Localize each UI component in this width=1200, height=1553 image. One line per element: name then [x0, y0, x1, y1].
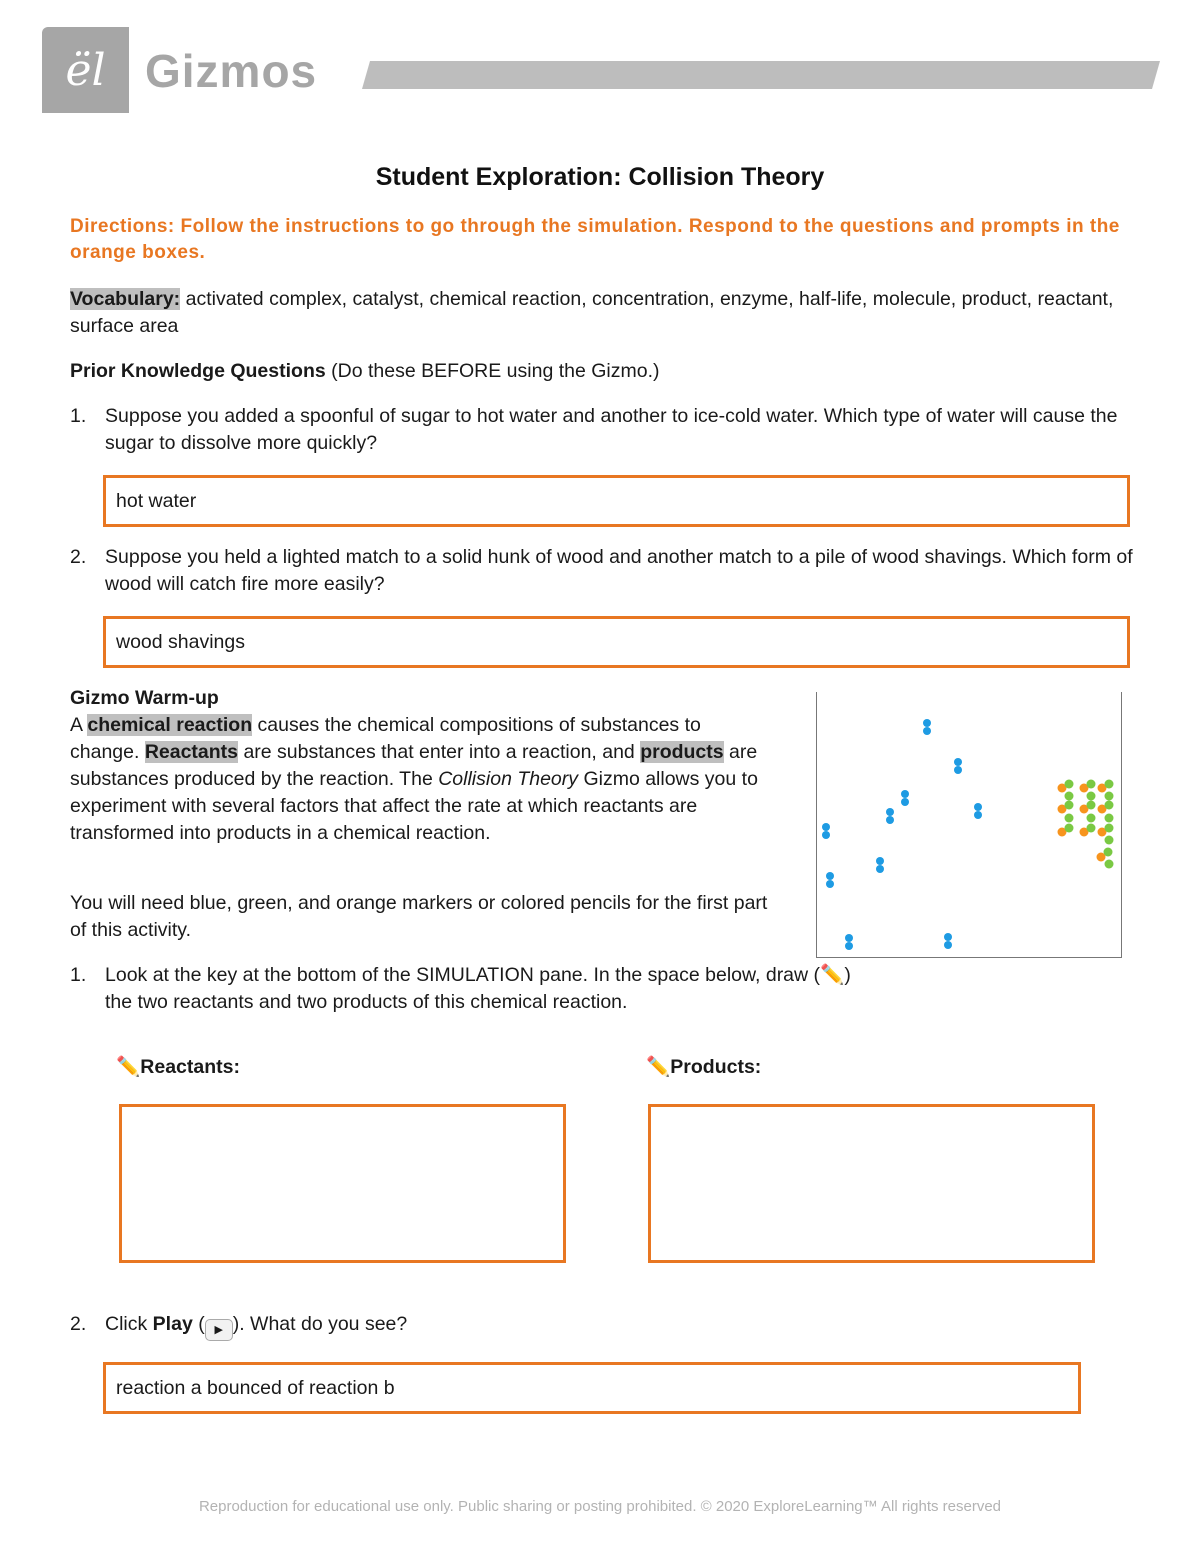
- text: Look at the key at the bottom of the SIMULATION pane. In the space below, draw (: [105, 964, 821, 986]
- text: Gizmo allows you to experiment with several factors that affect the rate at which reactants are transformed into products in a chemical reaction.: [70, 768, 758, 844]
- warmup-materials: You will need blue, green, and orange markers or colored pencils for the first part of this activity.: [70, 892, 768, 941]
- pencil-icon: ✏️: [116, 1056, 141, 1078]
- simulation-image: [816, 692, 1122, 958]
- reactants-label: [116, 1055, 240, 1079]
- warmup-paragraph: [70, 712, 760, 847]
- text: ) the two reactants and two products of this chemical reaction.: [105, 964, 851, 1013]
- text: Products:: [670, 1056, 762, 1078]
- pencil-icon: ✏️: [646, 1056, 671, 1078]
- blue-molecules: [822, 719, 982, 950]
- warmup-heading: Gizmo Warm-up: [70, 687, 219, 709]
- pencil-icon: ✏️: [820, 964, 845, 986]
- term-reactants: Reactants: [144, 741, 239, 763]
- question-number: 2.: [70, 546, 87, 568]
- text: A: [70, 714, 88, 736]
- molecules: [817, 692, 1123, 958]
- answer-box-wood-shavings[interactable]: wood shavings: [103, 616, 1130, 668]
- question-text: Suppose you added a spoonful of sugar to hot water and another to ice-cold water. Which type of water will cause the sugar to dissolve more quickly?: [105, 405, 1118, 454]
- vocabulary-label: Vocabulary:: [70, 288, 181, 310]
- answer-box-play[interactable]: reaction a bounced of reaction b: [103, 1362, 1081, 1414]
- question-text: Suppose you held a lighted match to a solid hunk of wood and another match to a pile of wood shavings. Which form of wood will catch fire more easily?: [105, 546, 1133, 595]
- text: Click: [105, 1313, 153, 1335]
- text: (: [192, 1313, 205, 1335]
- answer-box-hot-water[interactable]: hot water: [103, 475, 1130, 527]
- text: are substances that enter into a reaction, and: [238, 741, 641, 763]
- text: causes the chemical compositions of substances to change.: [70, 714, 701, 763]
- reactants-draw-box[interactable]: [119, 1104, 566, 1263]
- text: are substances produced by the reaction. The: [70, 741, 758, 790]
- prior-heading-text: Prior Knowledge Questions: [70, 360, 326, 382]
- logo-text: ël: [65, 44, 106, 96]
- prior-note: (Do these BEFORE using the Gizmo.): [331, 360, 660, 382]
- explorelearning-logo: [42, 27, 129, 113]
- vocabulary-terms: activated complex, catalyst, chemical reaction, concentration, enzyme, half-life, molecule, product, reactant, surface area: [70, 288, 1114, 337]
- play-icon: ▶: [205, 1319, 233, 1341]
- text: ). What do you see?: [232, 1313, 408, 1335]
- play-label: Play: [152, 1313, 193, 1335]
- products-draw-box[interactable]: [648, 1104, 1095, 1263]
- question-number: 2.: [70, 1313, 87, 1335]
- gizmo-name: Collision Theory: [438, 768, 579, 790]
- term-chemical-reaction: chemical reaction: [87, 714, 253, 736]
- product-cluster: [1058, 780, 1114, 869]
- vocabulary: [70, 286, 1140, 340]
- products-label: [646, 1055, 761, 1079]
- text: Reactants:: [140, 1056, 240, 1078]
- footer: Reproduction for educational use only. Public sharing or posting prohibited. © 2020 ExploreLearning™ All rights reserved: [198, 1498, 1002, 1515]
- brand-name: Gizmos: [145, 45, 318, 97]
- term-products: products: [640, 741, 724, 763]
- question-number: 1.: [70, 964, 87, 986]
- question-text: [105, 1311, 905, 1341]
- prior-knowledge-heading: [70, 358, 660, 385]
- question-number: 1.: [70, 405, 87, 427]
- page-title: Student Exploration: Collision Theory: [375, 163, 825, 191]
- question-text: [105, 962, 865, 1016]
- directions: Directions: Follow the instructions to go through the simulation. Respond to the questions and prompts in the orange boxes.: [70, 216, 1120, 263]
- header-bar: [362, 61, 1160, 89]
